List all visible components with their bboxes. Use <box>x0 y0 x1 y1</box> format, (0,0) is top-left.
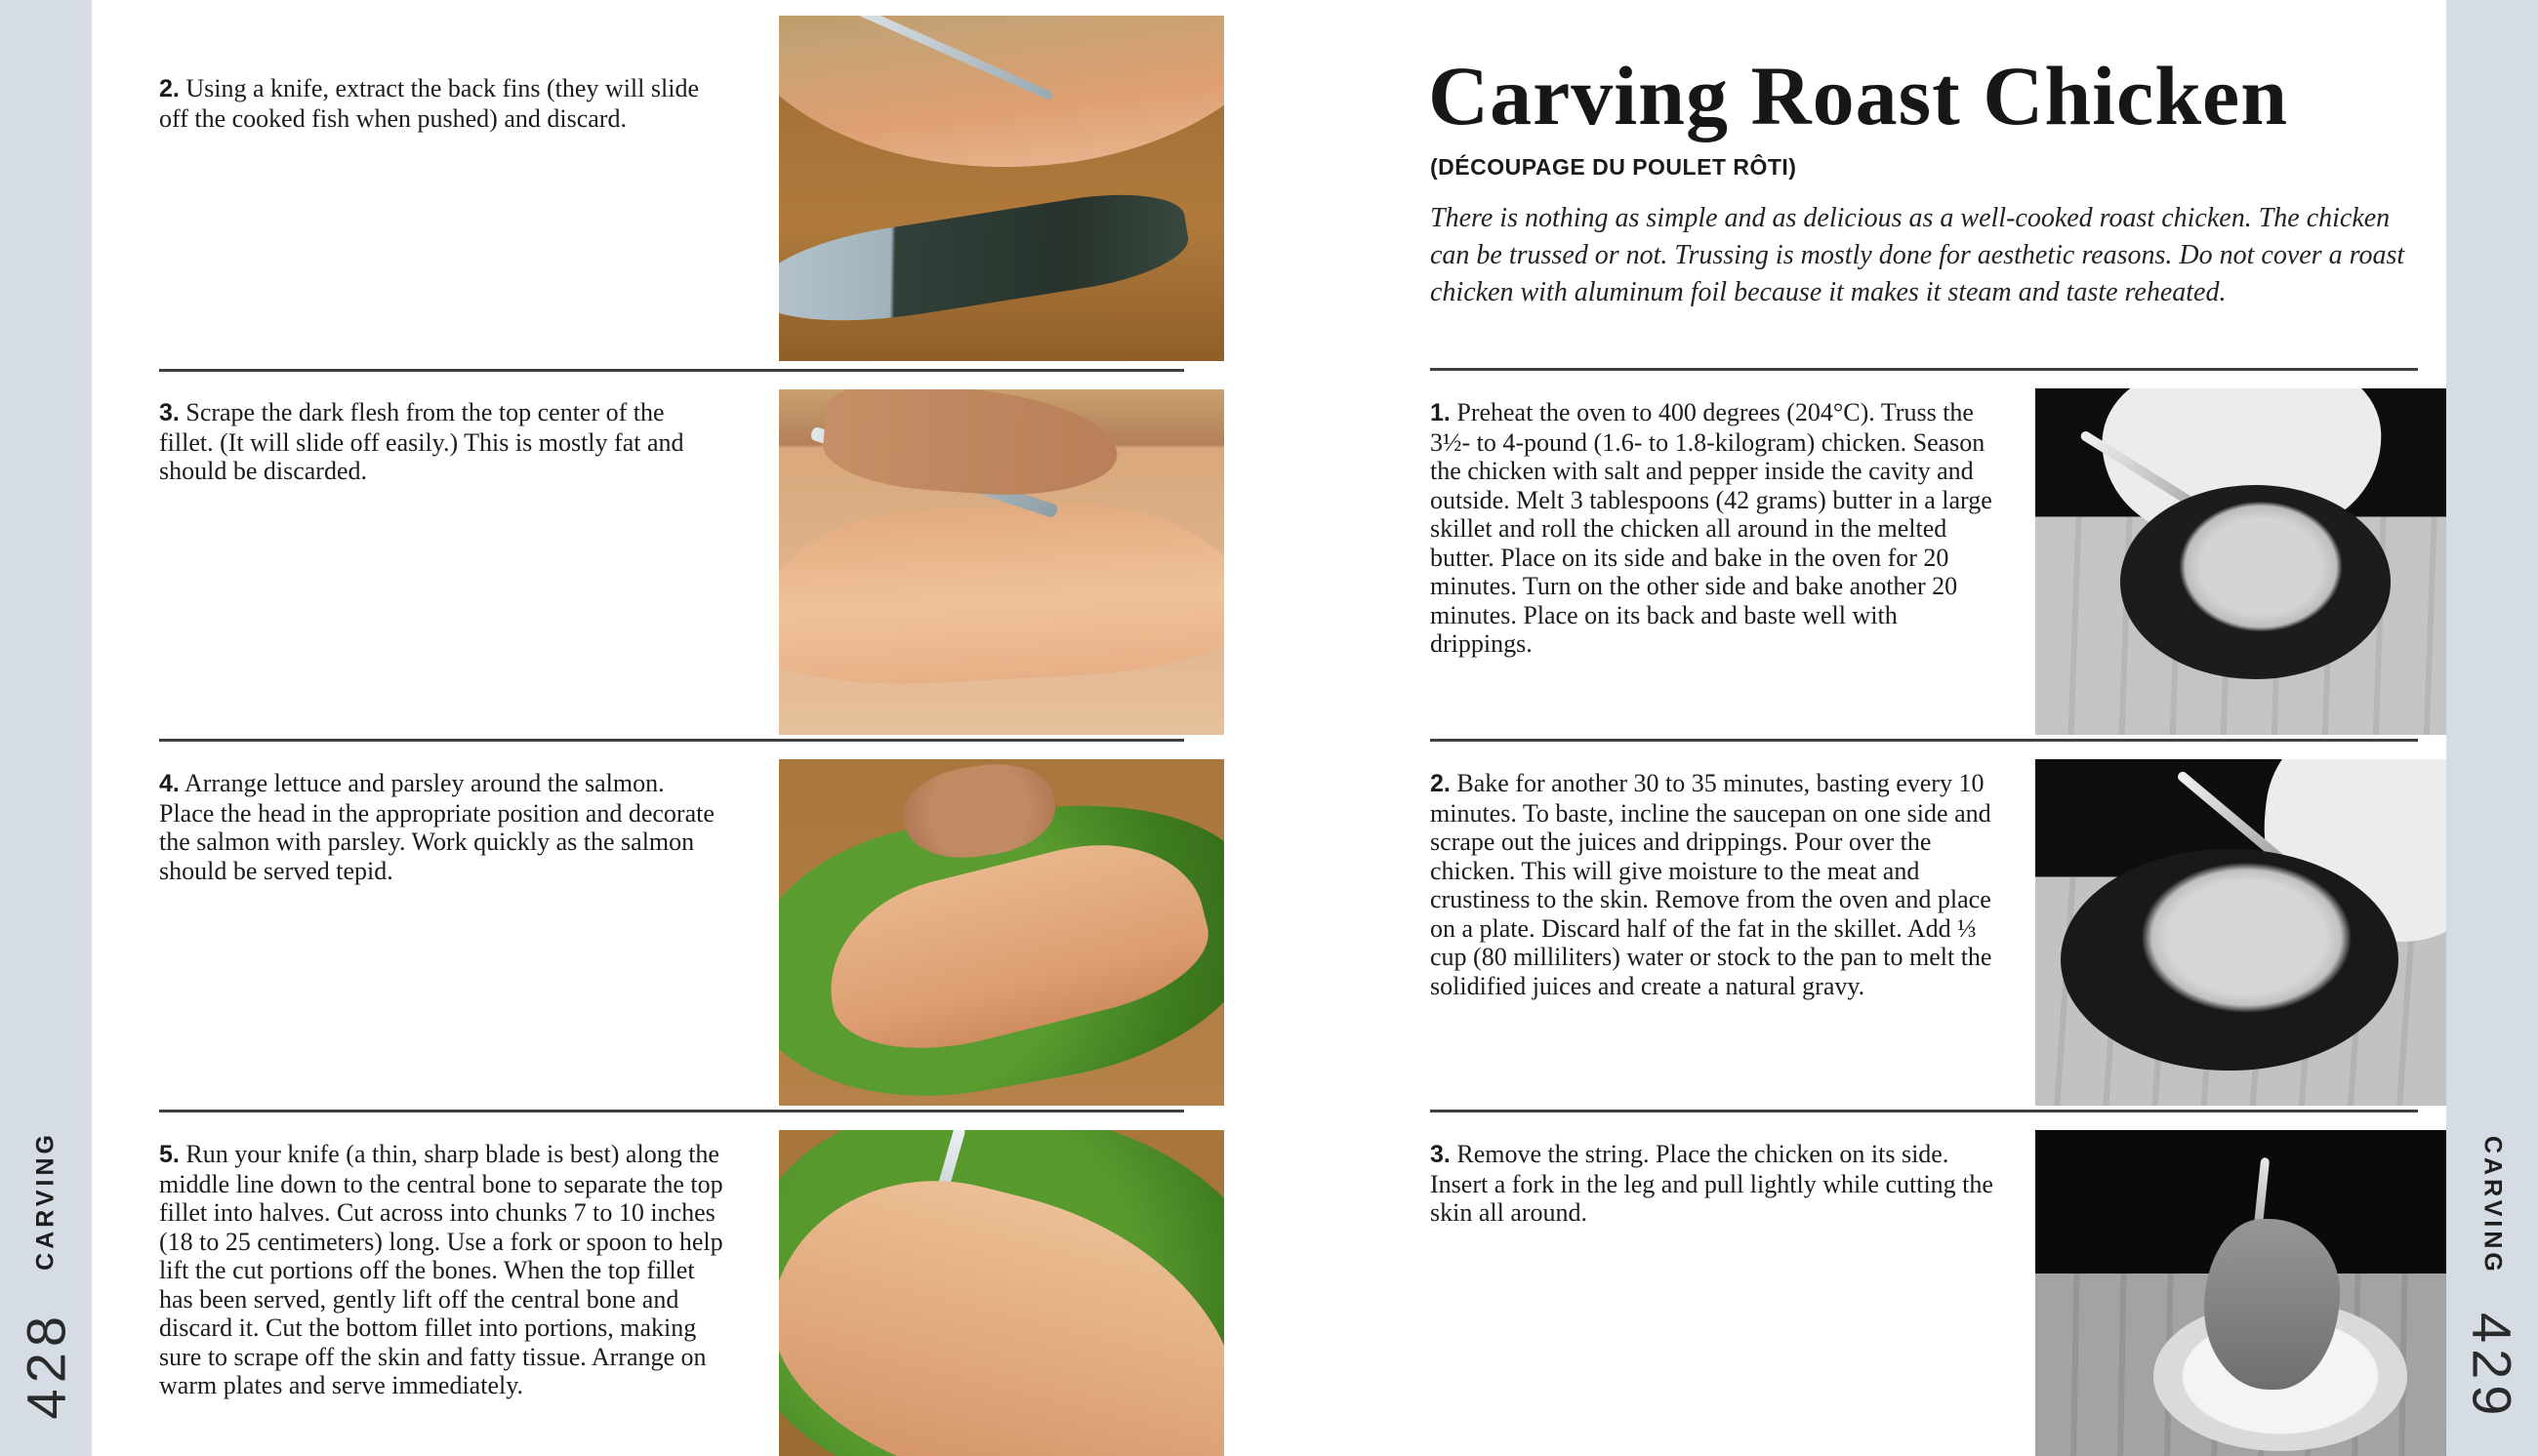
step-number: 3. <box>159 399 180 426</box>
step-3-salmon <box>159 398 723 486</box>
step-text: Bake for another 30 to 35 minutes, basting every 10 minutes. To baste, incline the saucepan on one side and scrape out the juices and drippings. Pour over the chicken. This will give moisture to the meat and crustiness to the skin. Remove from the oven and place on a plate. Discard half of the fat in the skillet. Add ⅓ cup (80 milliliters) water or stock to the pan to melt the solidified juices and create a natural gravy. <box>1430 769 1992 1000</box>
divider-rule <box>1430 1110 2418 1112</box>
step-photo-remove-string <box>2035 1130 2458 1456</box>
step-text: Arrange lettuce and parsley around the salmon. Place the head in the appropriate position and decorate the salmon with parsley. Work quickly as the salmon should be served tepid. <box>159 769 715 885</box>
step-photo-scrape-flesh <box>779 389 1224 735</box>
step-text: Using a knife, extract the back fins (they will slide off the cooked fish when pushed) and discard. <box>159 74 699 133</box>
step-number: 2. <box>159 75 180 102</box>
step-text: Preheat the oven to 400 degrees (204°C). Truss the 3½- to 4-pound (1.6- to 1.8-kilogram) chicken. Season the chicken with salt and pepper inside the cavity and outside. Melt 3 tablespoons (42 grams) butter in a large skillet and roll the chicken all around in the melted butter. Place on its side and bake in the oven for 20 minutes. Turn on the other side and bake another 20 minutes. Place on its back and baste well with drippings. <box>1430 398 1992 658</box>
step-4-salmon <box>159 769 723 885</box>
left-chapter-label: CARVING <box>31 1131 60 1271</box>
knife-shape <box>798 16 1054 101</box>
step-number: 1. <box>1430 399 1451 426</box>
hands-shape <box>898 759 1060 867</box>
recipe-intro: There is nothing as simple and as delicious as a well-cooked roast chicken. The chicken can be trussed or not. Trussing is mostly done for aesthetic reasons. Do not cover a roast chicken with aluminum foil because it makes it steam and taste reheated. <box>1430 203 2405 307</box>
step-3-chicken <box>1430 1140 2004 1228</box>
divider-rule <box>1430 368 2418 371</box>
step-text: Run your knife (a thin, sharp blade is best) along the middle line down to the central bone to separate the top fillet into halves. Cut across into chunks 7 to 10 inches (18 to 25 centimeters) long. Use a fork or spoon to help lift the cut portions off the bones. When the top fillet has been served, gently lift off the central bone and discard it. Cut the bottom fillet into portions, making sure to scrape off the skin and fatty tissue. Arrange on warm plates and serve immediately. <box>159 1140 723 1399</box>
divider-rule <box>159 1110 1184 1112</box>
step-number: 4. <box>159 770 180 797</box>
spoon-shape <box>2078 429 2220 523</box>
divider-rule <box>159 739 1184 742</box>
left-margin-band <box>0 0 92 1456</box>
step-photo-baste-chicken <box>2035 388 2458 735</box>
right-margin-band <box>2446 0 2538 1456</box>
step-2-salmon <box>159 74 723 133</box>
step-1-chicken <box>1430 398 2004 659</box>
knife-shape <box>810 425 1060 518</box>
step-2-chicken <box>1430 769 2004 1000</box>
divider-rule <box>159 369 1184 372</box>
step-number: 3. <box>1430 1141 1451 1168</box>
right-page-number: 429 <box>2461 1312 2523 1421</box>
step-5-salmon <box>159 1140 723 1400</box>
divider-rule <box>1430 739 2418 742</box>
fork-shape <box>2249 1157 2270 1274</box>
step-text: Remove the string. Place the chicken on its side. Insert a fork in the leg and pull lightly while cutting the skin all around. <box>1430 1140 1993 1227</box>
step-photo-salmon-fins <box>779 16 1224 361</box>
step-number: 5. <box>159 1141 180 1168</box>
left-page-number: 428 <box>15 1310 77 1419</box>
step-photo-lettuce-garnish <box>779 759 1224 1106</box>
step-photo-cut-portions <box>779 1130 1224 1456</box>
knife-shape <box>906 1130 966 1299</box>
step-photo-pour-drippings <box>2035 759 2458 1106</box>
right-chapter-label: CARVING <box>2478 1136 2507 1275</box>
recipe-subtitle-french: (DÉCOUPAGE DU POULET RÔTI) <box>1430 154 1797 180</box>
spoon-shape <box>2176 770 2292 870</box>
step-number: 2. <box>1430 770 1451 797</box>
recipe-title: Carving Roast Chicken <box>1428 49 2289 142</box>
step-text: Scrape the dark flesh from the top center of the fillet. (It will slide off easily.) This is mostly fat and should be discarded. <box>159 398 684 485</box>
